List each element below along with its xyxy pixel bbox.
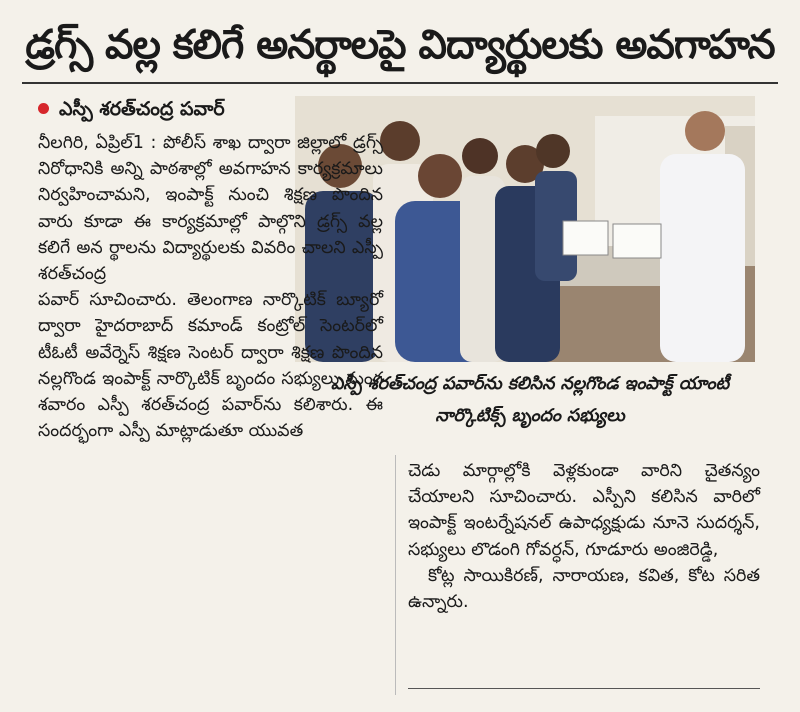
column-divider [395, 455, 396, 695]
bottom-rule [408, 688, 760, 689]
headline: డ్రగ్స్ వల్ల కలిగే అనర్థాలపై విద్యార్థులకు అవగాహన [25, 22, 775, 68]
headline-rule [22, 82, 778, 84]
left-paragraph-1: నీలగిరి, ఏప్రిల్1 : పోలీస్ శాఖ ద్వారా జిల్లాలో డ్రగ్స్ నిరోధానికి అన్ని పాఠశాల్లో అవగాహన కార్యక్రమాలు నిర్వహించామని, ఇంపాక్ట్ నుంచి శిక్షణ పొందిన వారు కూడా ఈ కార్యక్రమాల్లో పాల్గొని డ్రగ్స్ వల్ల కలిగే అన ర్థాలను విద్యార్థులకు వివరిం చాలని ఎస్పీ శరత్‌చంద్ర [38, 133, 383, 285]
byline [38, 94, 225, 124]
right-paragraph-2: కోట్ల సాయికిరణ్, నారాయణ, కవిత, కోట సరిత ఉన్నారు. [408, 565, 760, 613]
photo-caption: ఎస్పీ శరత్‌చంద్ర పవార్‌ను కలిసిన నల్లగొండ ఇంపాక్ట్ యాంటీ నార్కొటిక్స్ బృందం సభ్యులు [330, 374, 730, 426]
right-paragraph-1: చెడు మార్గాల్లోకి వెళ్లకుండా వారిని చైతన్యం చేయాలని సూచించారు. ఎస్పీని కలిసిన వారిలో ఇంపాక్ట్ ఇంటర్నేషనల్ ఉపాధ్యక్షుడు నూనె సుదర్శన్, సభ్యులు లొడంగి గోవర్ధన్, గూడూరు అంజిరెడ్డి, [408, 461, 760, 560]
red-bullet-icon [38, 103, 49, 114]
left-paragraph-2: పవార్ సూచించారు. తెలంగాణ నార్కొటిక్ బ్యూరో ద్వారా హైదరాబాద్ కమాండ్ కంట్రోల్ సెంటర్‌లో టీఓటీ అవేర్నెస్ శిక్షణ సెంటర్ ద్వారా శిక్షణ పొందిన నల్లగొండ ఇంపాక్ట్ నార్కొటిక్ బృందం సభ్యులు మంగ శవారం ఎస్పీ శరత్‌చంద్ర పవార్‌ను కలిశారు. ఈ సందర్భంగా ఎస్పీ మాట్లాడుతూ యువత [38, 290, 383, 442]
right-column [408, 458, 760, 615]
byline-text: ఎస్పీ శరత్‌చంద్ర పవార్ [59, 98, 225, 120]
